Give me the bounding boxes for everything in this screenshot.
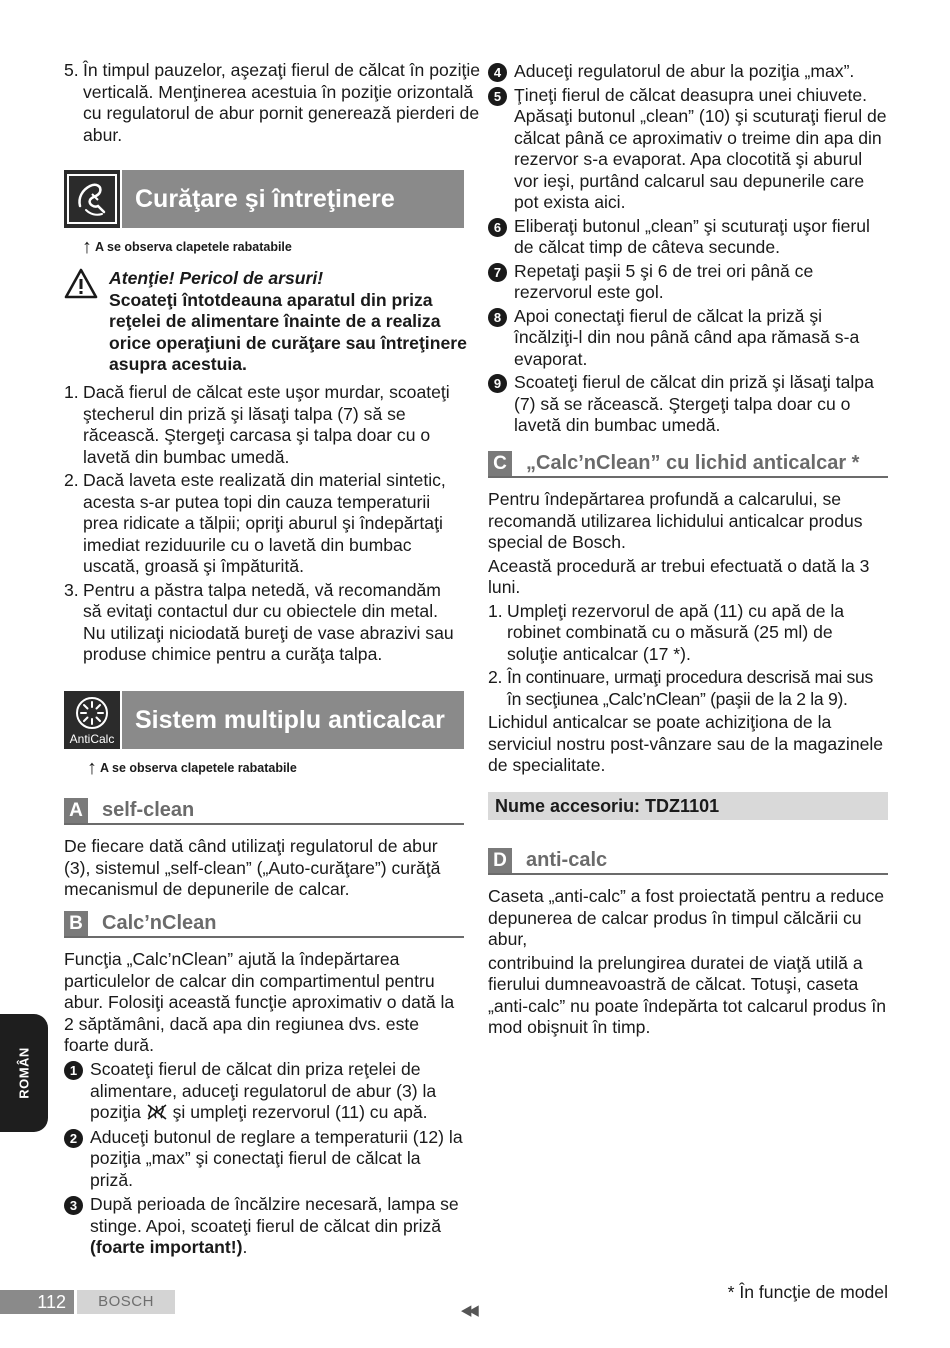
list-text: În continuare, urmaţi procedura descrisă mai sus în secţiunea „Calc’nClean” (paşii de la 2 la 9).	[507, 667, 873, 709]
step-text-end: .	[242, 1237, 248, 1257]
steam-off-icon	[146, 1103, 168, 1121]
step-item	[488, 85, 888, 214]
list-item	[64, 382, 464, 468]
warning-title: Atenţie! Pericol de arsuri!	[109, 268, 324, 288]
page-number: 112	[0, 1290, 74, 1314]
step-text: Apoi conectaţi fierul de călcat la priză şi încălziţi-l din nou până când apa rămasă s-a evaporat.	[514, 305, 860, 369]
step-number-badge: 7	[488, 263, 507, 282]
step-number-badge: 4	[488, 63, 507, 82]
cleaning-list	[64, 382, 464, 666]
step-item	[64, 1194, 464, 1259]
step-number-badge: 9	[488, 374, 507, 393]
step-text: Scoateţi fierul de călcat din priza reţelei de alimentare, aduceţi regulatorul de abur (3) la poziţia	[90, 1059, 437, 1122]
step-number-badge: 5	[488, 87, 507, 106]
fold-arrow-icon: ↑	[82, 236, 92, 258]
step-item	[488, 306, 888, 371]
fold-note-text: A se observa clapetele rabatabile	[95, 240, 292, 254]
step-text-end: şi umpleţi rezervorul (11) cu apă.	[167, 1102, 428, 1122]
list-item	[488, 667, 888, 710]
anticalc-icon	[64, 691, 120, 749]
list-number: 2.	[488, 667, 503, 687]
warning-triangle-icon	[64, 268, 98, 305]
list-text: Dacă laveta este realizată din material sintetic, acesta s-ar putea topi din cauza temperaturii prea ridicate a tălpii; opriţi aburul şi îndepărtaţi imediat reziduurile cu o lavetă din bumbac uscată, groasă şi împăturită.	[83, 470, 446, 576]
section-c-paragraph: Lichidul anticalcar se poate achiziţiona de la serviciul nostru post-vânzare sau de la magazinele de specialitate.	[488, 712, 884, 775]
list-number: 3.	[64, 579, 79, 600]
step-text: Scoateţi fierul de călcat din priză şi lăsaţi talpa (7) să se răcească. Ştergeţi talpa doar cu o lavetă din bumbac umedă.	[514, 372, 874, 435]
step-number-badge: 6	[488, 218, 507, 237]
banner-title: Curăţare şi întreţinere	[122, 170, 464, 228]
section-letter: D	[488, 848, 512, 873]
list-item	[488, 601, 888, 666]
step-item	[488, 61, 888, 83]
warning-body: Scoateţi întotdeauna aparatul din priza reţelei de alimentare înainte de a realiza orice operaţiuni de curăţare sau întreţinere asupra acestuia.	[109, 289, 467, 374]
section-b-intro: Funcţia „Calc’nClean” ajută la îndepărtarea particulelor de calcar din compartimentul pentru abur. Folosiţi această funcţie aproximativ o dată la 2 săptămâni, dacă apa din regiunea dvs. este foarte dură.	[64, 949, 455, 1055]
section-title: anti-calc	[526, 849, 608, 871]
section-letter: B	[64, 911, 88, 936]
accessory-name-bar: Nume accesoriu: TDZ1101	[488, 792, 888, 820]
section-banner-anticalc	[64, 691, 464, 749]
section-c-paragraph: Pentru îndepărtarea profundă a calcarului, se recomandă utilizarea lichidului anticalcar produs special de Bosch.	[488, 489, 863, 552]
list-text: Dacă fierul de călcat este uşor murdar, scoateţi ştecherul din priză şi lăsaţi talpa (7) să se răcească. Ştergeţi carcasa şi talpa doar cu o lavetă din bumbac umedă.	[83, 382, 450, 467]
section-b-header	[64, 911, 464, 938]
step-item	[488, 216, 888, 259]
section-letter: A	[64, 798, 88, 823]
step-text: Repetaţi paşii 5 şi 6 de trei ori până ce rezervorul este gol.	[514, 260, 814, 302]
step-number-badge: 8	[488, 308, 507, 327]
section-a-text: De fiecare dată când utilizaţi regulatorul de abur (3), sistemul „self-clean” („Auto-curăţare”) curăţă mecanismul de depunerile de calcar.	[64, 836, 441, 899]
step-number-badge: 3	[64, 1196, 83, 1215]
anticalc-icon-label: AntiCalc	[69, 732, 115, 746]
section-title: Calc’nClean	[102, 912, 217, 934]
fold-arrow-icon: ↑	[87, 757, 97, 779]
step-item	[64, 1059, 464, 1124]
fold-note-text: A se observa clapetele rabatabile	[100, 761, 297, 775]
warning-block	[109, 268, 469, 376]
list-item	[64, 470, 464, 578]
section-d-body	[488, 886, 888, 1039]
step-text: Aduceţi regulatorul de abur la poziţia „max”.	[514, 61, 855, 81]
list-text: Pentru a păstra talpa netedă, vă recomandăm să evitaţi contactul dur cu obiectele din metal. Nu utilizaţi niciodată bureţi de vase abrazivi sau produse chimice pentru a curăţa talpa.	[83, 579, 454, 664]
section-title: self-clean	[102, 799, 195, 821]
step-text: Aduceţi butonul de reglare a temperaturii (12) la poziţia „max” şi conectaţi fierul de călcat la priză.	[90, 1126, 463, 1190]
step-text: În timpul pauzelor, aşezaţi fierul de călcat în poziţie verticală. Menţinerea acestuia în poziţie orizontală cu regulatorul de abur pornit generează pierderi de abur.	[83, 60, 481, 145]
section-d-header	[488, 848, 888, 875]
list-number: 1.	[488, 600, 503, 621]
list-number: 2.	[64, 470, 79, 490]
section-a-header	[64, 798, 464, 825]
list-text: Umpleţi rezervorul de apă (11) cu apă de la robinet combinată cu o măsură (25 ml) de soluţie anticalcar (17 *).	[507, 600, 845, 664]
step-item	[488, 261, 888, 304]
section-letter: C	[488, 451, 512, 476]
section-c-body	[488, 489, 888, 777]
section-d-paragraph: Caseta „anti-calc” a fost proiectată pentru a reduce depunerea de calcar produs în timpul călcării cu abur,	[488, 886, 885, 949]
calcnclean-steps-right	[488, 61, 888, 437]
step-item	[64, 1127, 464, 1192]
language-side-tab	[0, 1014, 48, 1132]
step-text: Eliberaţi butonul „clean” şi scuturaţi uşor fierul de călcat timp de câteva secunde.	[514, 215, 870, 257]
step-text: După perioada de încălzire necesară, lampa se stinge. Apoi, scoateţi fierul de călcat din priză	[90, 1194, 459, 1236]
hand-cleaning-icon	[64, 170, 120, 228]
step-number: 5.	[64, 60, 79, 80]
section-c-paragraph: Această procedură ar trebui efectuată o dată la 3 luni.	[488, 555, 870, 597]
step-number-badge: 1	[64, 1061, 83, 1080]
calcnclean-steps-left	[64, 1059, 464, 1259]
section-c-header	[488, 451, 888, 478]
step-text-bold: (foarte important!)	[90, 1237, 243, 1257]
section-title: „Calc’nClean” cu lichid anticalcar *	[526, 452, 860, 474]
step-5-item	[64, 60, 483, 146]
footnote: * În funcţie de model	[727, 1282, 888, 1302]
step-text: Ţineţi fierul de călcat deasupra unei chiuvete. Apăsaţi butonul „clean” (10) şi scuturaţi fierul de călcat până ce aproximativ o treime din apa din rezervor s-a evaporat. Apa clocotită şi aburul vor ieşi, purtând calcarul sau depunerile care pot exista aici.	[514, 84, 887, 212]
fold-out-note-2	[87, 757, 297, 780]
banner-title: Sistem multiplu anticalcar	[122, 691, 464, 749]
language-label: ROMÂN	[16, 1047, 32, 1099]
page-nav-icon: ◀◀	[461, 1302, 476, 1319]
list-number: 1.	[64, 382, 79, 402]
section-banner-cleaning	[64, 170, 464, 228]
section-d-paragraph: contribuind la prelungirea duratei de viaţă utilă a fierului dumneavoastră de călcat. Totuşi, caseta „anti-calc” nu poate îndepărta tot calcarul produs în mod obişnuit în timp.	[488, 952, 887, 1037]
step-number-badge: 2	[64, 1129, 83, 1148]
list-item	[64, 580, 464, 666]
fold-out-note-1	[82, 236, 292, 259]
brand-label: BOSCH	[77, 1290, 175, 1314]
step-item	[488, 372, 888, 437]
